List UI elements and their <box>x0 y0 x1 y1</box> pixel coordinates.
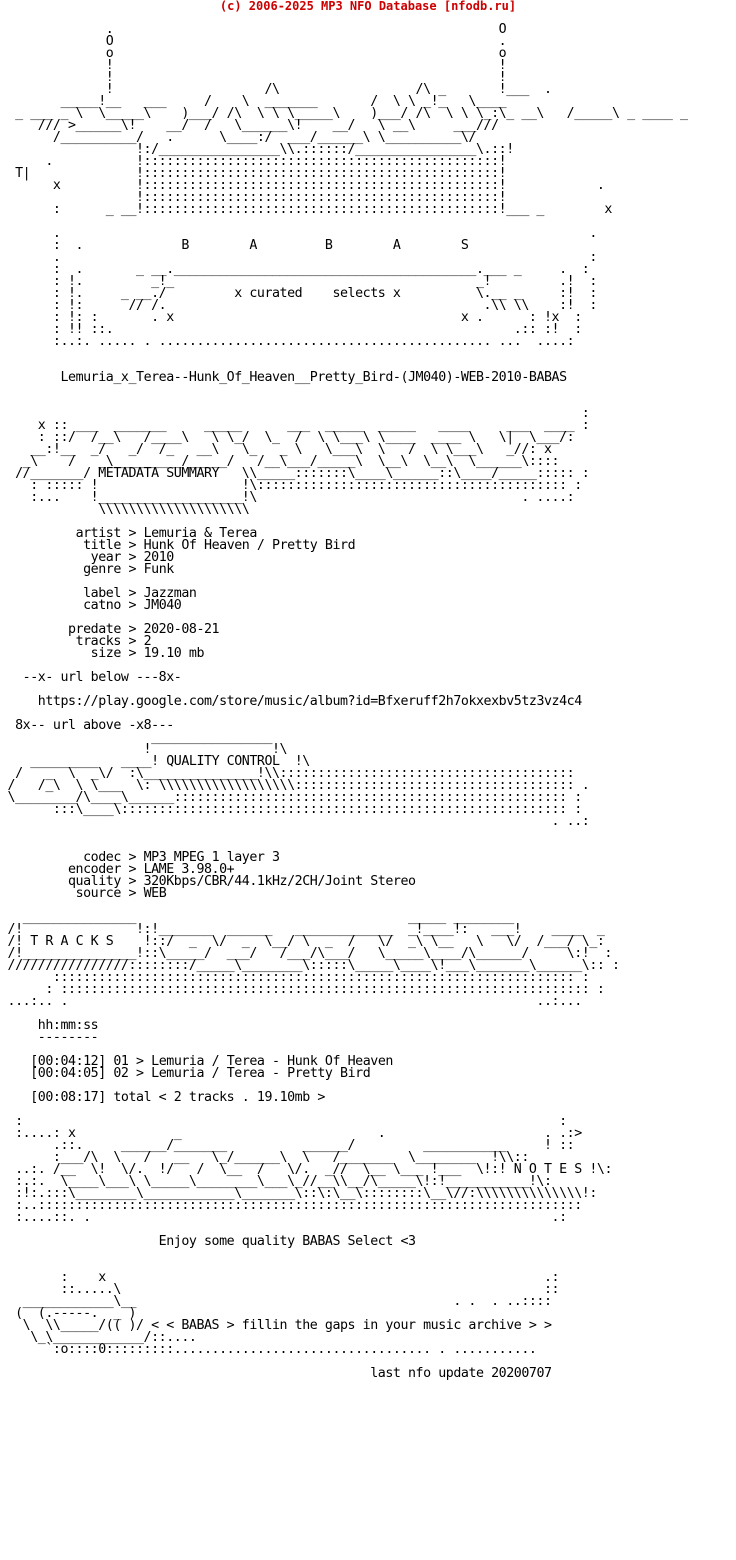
genre-label: genre <box>83 562 121 577</box>
quality-banner-art: ________________ ! !\ _________ ____! QUALITY CONTROL !\ / _ \ _\/ :\_______________!\\::::::::::::::::::::::::::::::::::::::: / /_\ \ \___ \: \\\\\\\\\\\\\\\\\\::::::::::::::::::::::::::::::::::::: . \________/\____\______:::::::::::::::::::::::::::::::::::::::::::::::::::: : :::\____\::::::::::::::::::::::::::::::::::::::::::::::::::::::::::: : . ..: <box>7 730 590 829</box>
metadata-title: METADATA SUMMARY <box>98 466 220 481</box>
label-label: label <box>83 586 121 601</box>
track-time-1: [00:04:12] <box>30 1054 106 1069</box>
nfo-text: . O O . o o ! ! ! ! ! /\ /\ _ !___ . _____!__ ___ / \ _______ / \ \ _!_ \____ _ ___ _ \ \_____\ )___/ /\ \ \ \_____\ )___/ /\ \ \ \_:\_ __\ /_____\ _ ____ _ /// >______\! __/ / \______\! __/ \ __\ ___/// /__________/ . \____:/ ___/______\ \__________\/ !:/________________\\.::::::/________________\.::! . !:::::::::::::::::::::::::::::::::::::::::::::::! T| !:::::::::::::::::::::::::::::::::::::::::::::::! x !:::::::::::::::::::::::::::::::::::::::::::::::! . !:::::::::::::::::::::::::::::::::::::::::::::::! : _ __!:::::::::::::::::::::::::::::::::::::::::::::::!___ _ x . . : . B A B A S . : : . _ __.________________________________________.___ _ . : : !. _!_ _! .! : : !. _ __./ x curated selects x \.__ _ :! : : !: // /. .\\ \\ :! : : !: : . x x . : !x : : !! ::. .:: :! : :..:. ..... . ............................................ ... ....: Lemuria_x_Terea--Hunk_Of_Heaven__Pretty_Bird-(JM040)-WEB-2010-BABAS : x :: ___ _______ _____ ___ _____ _____ ____ ___ ____ : : ::/ /__\ /____\ \ \_/ \_ / \ \___\ \____ ____ \ \| \___/: __:!__ _/ _/ /_ __\ \_ _ \ \___\ \ / \ \___\ _//: x _\ / _\_________/_____/ /__\___/_____\ \__\ \__\ \______\:::: //_______/ METADATA SUMMARY \\_____:::::::\____\______::\____/_____::::: : : ::::: ! !\::::::::::::::::::::::::::::::::::::::::: : :... !___________________!\ . ....: \\\\\\\\\\\\\\\\\\\\ artist > Lemuria & Terea title > Hunk Of Heaven / Pretty Bird year > 2010 genre > Funk label > Jazzman catno > JM040 predate > 2020-08-21 tracks > 2 size > 19.10 mb --x- url below ---8x- https://play.google.com/store/music/album?id=Bfxeruff2h7okxexbv5tz3vz4c4 8x-- url above -x8--- ________________ ! !\ _________ ____! QUALITY CONTROL !\ / _ \ _\/ :\_______________!\\::::::::::::::::::::::::::::::::::::::: / /_\ \ \___ \: \\\\\\\\\\\\\\\\\\::::::::::::::::::::::::::::::::::::: . \________/\____\______:::::::::::::::::::::::::::::::::::::::::::::::::::: : :::\____\::::::::::::::::::::::::::::::::::::::::::::::::::::::::::: : . ..: codec > MP3 MPEG 1 layer 3 encoder > LAME 3.98.0+ quality > 320Kbps/CBR/44.1kHz/2CH/Joint Stereo source > WEB _______________ _____ ________ /! !:!_______ ______ _____________ _!____!: ___! ____ _ /! T R A C K S !::/ _ \/ _ \__/ \ _ / \/ _\ \__ \ \/ /___/ \_: /!_______________!::\_____/ ___/ /___/\___/ \_____\____/\______/ \:! : ////////////////::::::::/_____\________\:::::\_____\____\!___\_______\______\:: : ::::::::::::::::::::::::::::::::::::::::::::::::::::::::::::::::::::: : : :::::::::::::::::::::::::::::::::::::::::::::::::::::::::::::::::::::: : ...:.. . ..:... hh:mm:ss -------- [00:04:12] 01 > Lemuria / Terea - Hunk Of Heaven [00:04:05] 02 > Lemuria / Terea - Pretty Bird [00:08:17] total < 2 tracks . 19.10mb > : : :....: x _ . . .:> .::. ______/_______ ______/ ___________ ! :: :___/\ \ / __ \_/______\ \ /_______ \________ !\\:: ..:. /__ \! \/. !/ / \__ / \/. _// \__ \___ !___ \!:! N O T E S !\: :.:. \____\___\ \_____\________\___\_//__\\__/\_____\!:!___________!\: :!:.:::\________\____________\_______\::\:\__\::::::::\__\//:\\\\\\\\\\\\\\!: :..:::::::::::::::::::::::::::::::::::::::::::::::::::::::::::::::::::::::: :....::. . .: Enjoy some quality BABAS Select <3 : x .: ::.....\ :: ____________\__ . . . ..:::: ( (.-----. _ ) \ \\_____/(( )/ < < BABAS > fillin the gaps in your music archive > > \_\____________/::.... `:o::::0:::::::::.................................. . ........... last nfo update 20200707 <box>0 12 736 1380</box>
source-label: source <box>75 886 121 901</box>
predate-label: predate <box>68 622 121 637</box>
quality-value: 320Kbps/CBR/44.1kHz/2CH/Joint Stereo <box>143 874 416 889</box>
codec-value: MP3 MPEG 1 layer 3 <box>143 850 280 865</box>
notes-text: Enjoy some quality BABAS Select <3 <box>158 1234 416 1249</box>
notes-title: N O T E S <box>513 1162 582 1177</box>
genre-value: Funk <box>143 562 174 577</box>
artist-label: artist <box>75 526 121 541</box>
track-name-2: Lemuria / Terea - Pretty Bird <box>151 1066 371 1081</box>
tracks-count-value: 2 <box>143 634 152 649</box>
size-value: 19.10 mb <box>143 646 205 661</box>
source-value: WEB <box>143 886 167 901</box>
tracks-title: T R A C K S <box>30 934 114 949</box>
tracks-banner-art: _______________ _____ ________ /! !:!_______ ______ _____________ _!____!: ___! ____ _ /! T R A C K S !::/ _ \/ _ \__/ \ _ / \/ _\ \__ \ \/ /___/ \_: /!_______________!::\_____/ ___/ /___/\___/ \_____\____/\______/ \:! : ////////////////::::::::/_____\________\:::::\_____\____\!___\_______\______\:: : ::::::::::::::::::::::::::::::::::::::::::::::::::::::::::::::::::::: : : :::::::::::::::::::::::::::::::::::::::::::::::::::::::::::::::::::::: : ...:.. . ..:... <box>7 910 620 1009</box>
artist-value: Lemuria & Terea <box>143 526 257 541</box>
track-number-2: 02 <box>113 1066 129 1081</box>
last-update: last nfo update 20200707 <box>370 1366 552 1380</box>
year-value: 2010 <box>143 550 174 565</box>
track-name-1: Lemuria / Terea - Hunk Of Heaven <box>151 1054 393 1069</box>
album-url-link[interactable]: https://play.google.com/store/music/album?id=Bfxeruff2h7okxexbv5tz3vz4c4 <box>37 694 582 709</box>
catno-value: JM040 <box>143 598 182 613</box>
notes-banner-art: : : :....: x _ . . .:> .::. ______/_______ ______/ ___________ ! :: :___/\ \ / __ \_/______\ \ /_______ \________ !\\:: ..:. /__ \! \/. !/ / \__ / \/. _// \__ \___ !___ \!:! N O T E S !\: :.:. \____\___\ \_____\________\___\_//__\\__/\_____\!:!___________!\: :!:.:::\________\____________\_______\::\:\__\::::::::\__\//:\\\\\\\\\\\\\\!: :..:::::::::::::::::::::::::::::::::::::::::::::::::::::::::::::::::::::::: :....::. . .: <box>15 1114 613 1225</box>
catno-label: catno <box>83 598 121 613</box>
metadata-banner-art: : x :: ___ _______ _____ ___ _____ _____ ____ ___ ____ : : ::/ /__\ /____\ \ \_/ \_ / \ \___\ \____ ____ \ \| \___/: __:!__ _/ _/ /_ __\ \_ _ \ \___\ \ / \ \___\ _//: x _\ / _\_________/_____/ /__\___/_____\ \__\ \__\ \______\:::: //_______/ METADATA SUMMARY \\_____:::::::\____\______::\____/_____::::: : : ::::: ! !\::::::::::::::::::::::::::::::::::::::::: : :... !___________________!\ . ....: \\\\\\\\\\\\\\\\\\\\ <box>15 406 590 517</box>
time-format-underline: -------- <box>37 1030 99 1045</box>
time-format-label: hh:mm:ss <box>37 1018 99 1033</box>
label-value: Jazzman <box>143 586 197 601</box>
release-name: Lemuria_x_Terea--Hunk_Of_Heaven__Pretty_Bird-(JM040)-WEB-2010-BABAS <box>60 370 567 385</box>
size-label: size <box>90 646 121 661</box>
footer-art: : x .: ::.....\ :: ____________\__ . . . ..:::: ( (.-----. _ ) \ \\_____/(( )/ < < BABAS > fillin the gaps in your music archive > > \_\____________/::.... `:o::::0:::::::::.................................. . ........... <box>15 1270 560 1357</box>
tracks-total: [00:08:17] total < 2 tracks . 19.10mb > <box>30 1090 325 1105</box>
quality-label: quality <box>68 874 121 889</box>
title-value: Hunk Of Heaven / Pretty Bird <box>143 538 356 553</box>
title-label: title <box>83 538 121 553</box>
quality-title: QUALITY CONTROL <box>166 754 280 769</box>
babas-logo-art: . O O . o o ! ! ! ! ! /\ /\ _ !___ . _____!__ ___ / \ _______ / \ \ _!_ \____ _ ___ _ \ \_____\ )___/ /\ \ \ \_____\ )___/ /\ \ \ \_:\_ __\ /_____\ _ ____ _ /// >______\! __/ / \______\! __/ \ __\ ___/// /__________/ . \____:/ ___/______\ \__________\/ !:/________________\\.::::::/________________\.::! . !:::::::::::::::::::::::::::::::::::::::::::::::! T| !:::::::::::::::::::::::::::::::::::::::::::::::! x !:::::::::::::::::::::::::::::::::::::::::::::::! . !:::::::::::::::::::::::::::::::::::::::::::::::! : _ __!:::::::::::::::::::::::::::::::::::::::::::::::!___ _ x . . : . B A B A S . : : . _ __.________________________________________.___ _ . : : !. _!_ _! .! : : !. _ __./ x curated selects x \.__ _ :! : : !: // /. .\\ \\ :! : : !: : . x x . : !x : : !! ::. .:: :! : :..:. ..... . ............................................ ... ....: <box>15 22 688 349</box>
footer-tagline: < < BABAS > fillin the gaps in your music archive > > <box>151 1318 552 1333</box>
encoder-value: LAME 3.98.0+ <box>143 862 235 877</box>
url-below-marker: --x- url below ---8x- <box>22 670 182 685</box>
track-number-1: 01 <box>113 1054 129 1069</box>
tracks-count-label: tracks <box>75 634 121 649</box>
encoder-label: encoder <box>68 862 121 877</box>
site-header: (c) 2006-2025 MP3 NFO Database [nfodb.ru] <box>219 0 517 13</box>
url-above-marker: 8x-- url above -x8--- <box>15 718 174 733</box>
codec-label: codec <box>83 850 121 865</box>
track-time-2: [00:04:05] <box>30 1066 106 1081</box>
predate-value: 2020-08-21 <box>143 622 220 637</box>
year-label: year <box>90 550 121 565</box>
